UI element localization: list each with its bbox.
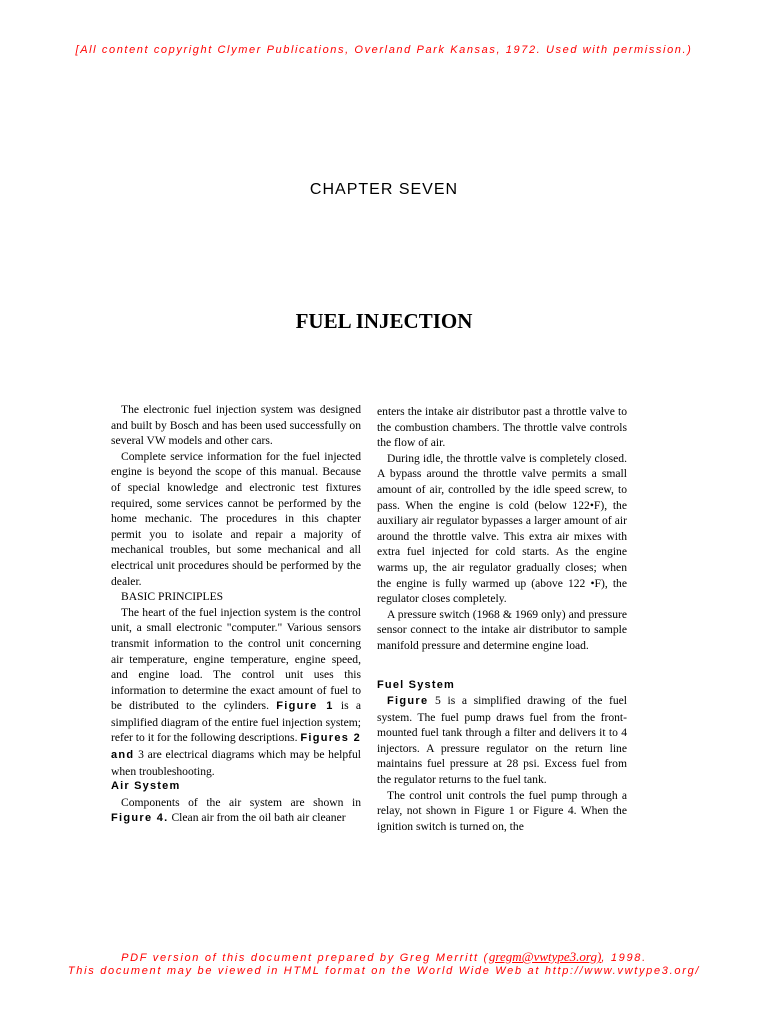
fuel-text-a: 5 is a simplified drawing of the fuel system. The fuel pump draws fuel from the front-mounted fuel tank through a filter and delivers it to 4 injectors. A pressure regulator on the return line maintains fuel pressure at 28 psi. Excess fuel from the regulator returns to the fuel tank. xyxy=(377,694,627,787)
page-title: FUEL INJECTION xyxy=(295,309,473,333)
footer-year: , 1998. xyxy=(601,952,647,964)
footer-line-2: This document may be viewed in HTML format on the World Wide Web at http://www.vwtype3.org/ xyxy=(67,965,701,977)
continued-paragraph: enters the intake air distributor past a throttle valve to the combustion chambers. The throttle valve controls the flow of air. xyxy=(377,405,627,450)
figure-4-ref: Figure 4. xyxy=(111,812,169,825)
email-link[interactable]: gregm@vwtype3.org) xyxy=(488,949,602,964)
footer-prefix: PDF version of this document prepared by Greg Merritt ( xyxy=(121,952,489,964)
control-unit-paragraph: The control unit controls the fuel pump through a relay, not shown in Figure 1 or Figure 4. When the ignition switch is turned on, the xyxy=(377,788,627,833)
copyright-notice: [All content copyright Clymer Publications, Overland Park Kansas, 1972. Used with permission.) xyxy=(75,44,693,56)
basic-principles-paragraph xyxy=(111,605,361,780)
basic-principles-heading: BASIC PRINCIPLES xyxy=(121,590,224,604)
figure-5-ref: Figure xyxy=(387,695,429,708)
air-system-paragraph xyxy=(111,795,361,827)
intro-paragraph-2: Complete service information for the fuel injected engine is beyond the scope of this manual. Because of special knowledge and electronic test fixtures required, some services cannot be performed by the home mechanic. The procedures in this chapter permit you to isolate and repair a majority of mechanical troubles, but some mechanical and all electrical unit procedures should be performed by the dealer. xyxy=(111,449,361,588)
basic-text-c: 3 are electrical diagrams which may be helpful when troubleshooting. xyxy=(111,748,361,778)
idle-paragraph: During idle, the throttle valve is completely closed. A bypass around the throttle valve permits a small amount of air, controlled by the idle speed screw, to pass. When the engine is cold (below 122•F), the auxiliary air regulator bypasses a larger amount of air around the throttle valve. This extra air mixes with extra fuel injected for cold starts. As the engine warms up, the air regulator gradually closes; when the engine is fully warmed up (above 122 •F), the regulator closes completely. xyxy=(377,451,627,606)
intro-paragraph-1: The electronic fuel injection system was designed and built by Bosch and has been used successfully on several VW models and other cars. xyxy=(111,403,361,448)
air-text-a: Components of the air system are shown in xyxy=(121,795,361,809)
basic-text-b: is a simplified diagram of the entire fuel injection system; refer to it for the following descriptions. xyxy=(111,699,362,745)
footer-line-1 xyxy=(0,949,768,965)
chapter-heading: CHAPTER SEVEN xyxy=(309,181,459,198)
left-column xyxy=(111,402,361,827)
figure-1-ref: Figure 1 xyxy=(276,700,334,713)
basic-text-a: The heart of the fuel injection system is the control unit, a small electronic "computer." Various sensors transmit information to the control unit concerning air temperature, engine temperature, engine speed, and engine load. The control unit uses this information to determine the exact amount of fuel to be distributed to the cylinders. xyxy=(111,605,361,713)
air-text-b: Clean air from the oil bath air cleaner xyxy=(168,811,346,825)
air-system-heading: Air System xyxy=(111,780,181,793)
figures-2-3-ref: Figures 2 and xyxy=(111,732,361,762)
fuel-system-heading: Fuel System xyxy=(377,678,456,691)
right-column xyxy=(377,404,627,834)
pressure-paragraph: A pressure switch (1968 & 1969 only) and pressure sensor connect to the intake air distributor to sample manifold pressure and determine engine load. xyxy=(377,607,627,652)
fuel-system-paragraph xyxy=(377,693,627,788)
